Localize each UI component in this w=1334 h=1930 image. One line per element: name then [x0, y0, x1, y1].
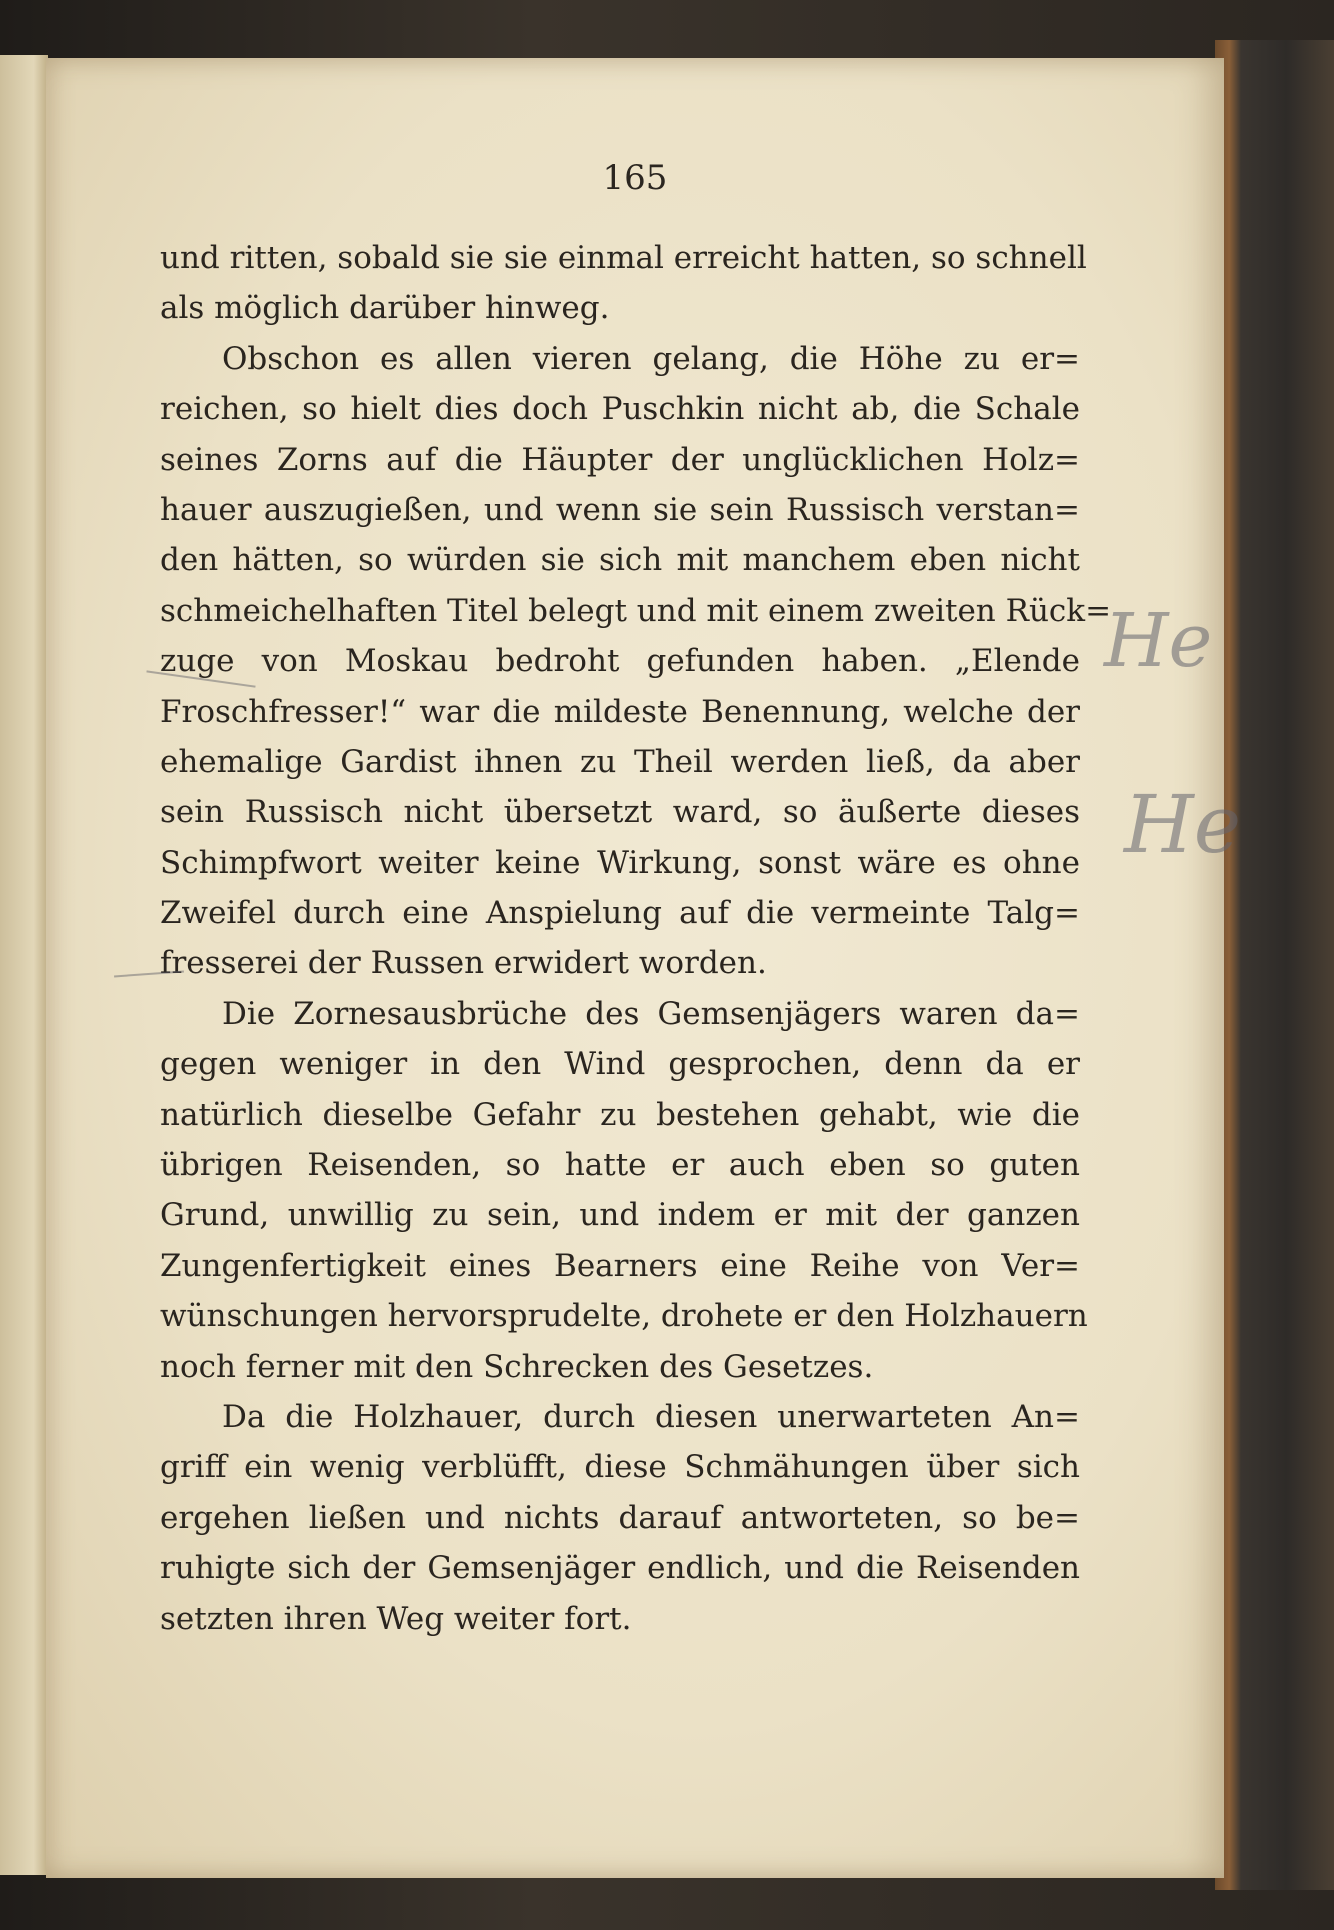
text-line: Schimpfwort weiter keine Wirkung, sonst wäre es ohne [160, 844, 1080, 881]
facing-page-edge [0, 55, 48, 1875]
text-line: natürlich dieselbe Gefahr zu bestehen gehabt, wie die [160, 1096, 1080, 1133]
pencil-marginal-note: He [1124, 778, 1242, 871]
text-line: Grund, unwillig zu sein, und indem er mit der ganzen [160, 1197, 1080, 1234]
text-line: noch ferner mit den Schrecken des Gesetzes. [160, 1348, 874, 1385]
text-line: ruhigte sich der Gemsenjäger endlich, und die Reisenden [160, 1550, 1080, 1587]
text-line: seines Zorns auf die Häupter der unglücklichen Holz= [160, 441, 1080, 478]
text-line: gegen weniger in den Wind gesprochen, denn da er [160, 1046, 1080, 1083]
text-line: Froschfresser!“ war die mildeste Benennung, welche der [160, 693, 1080, 730]
text-line: ergehen ließen und nichts darauf antworteten, so be= [160, 1499, 1080, 1536]
text-line: Da die Holzhauer, durch diesen unerwarteten An= [222, 1398, 1080, 1435]
pencil-marginal-note: He [1104, 598, 1213, 684]
text-line: übrigen Reisenden, so hatte er auch eben so guten [160, 1147, 1080, 1184]
text-line: zuge von Moskau bedroht gefunden haben. „Elende [160, 643, 1080, 680]
text-line: hauer auszugießen, und wenn sie sein Russisch verstan= [160, 491, 1080, 528]
book-binding [1215, 40, 1334, 1890]
text-line: wünschungen hervorsprudelte, drohete er den Holzhauern [160, 1298, 1088, 1335]
book-page [46, 58, 1242, 1878]
text-line: als möglich darüber hinweg. [160, 290, 610, 327]
text-line: Zweifel durch eine Anspielung auf die vermeinte Talg= [160, 895, 1080, 932]
page-number: 165 [602, 158, 668, 198]
text-line: und ritten, sobald sie sie einmal erreicht hatten, so schnell [160, 240, 1087, 276]
text-line: Die Zornesausbrüche des Gemsenjägers waren da= [222, 995, 1080, 1032]
text-line: fresserei der Russen erwidert worden. [160, 945, 767, 982]
text-line: setzten ihren Weg weiter fort. [160, 1600, 632, 1637]
text-line: griff ein wenig verblüfft, diese Schmähungen über sich [160, 1449, 1080, 1486]
body-text [160, 233, 1112, 1644]
text-line: ehemalige Gardist ihnen zu Theil werden ließ, da aber [160, 743, 1080, 780]
text-line: Obschon es allen vieren gelang, die Höhe zu er= [222, 340, 1080, 377]
text-line: Zungenfertigkeit eines Bearners eine Reihe von Ver= [160, 1247, 1080, 1284]
text-line: schmeichelhaften Titel belegt und mit einem zweiten Rück= [160, 592, 1112, 629]
text-line: reichen, so hielt dies doch Puschkin nicht ab, die Schale [160, 391, 1080, 428]
text-line: den hätten, so würden sie sich mit manchem eben nicht [160, 542, 1080, 579]
text-line: sein Russisch nicht übersetzt ward, so äußerte dieses [160, 794, 1080, 831]
